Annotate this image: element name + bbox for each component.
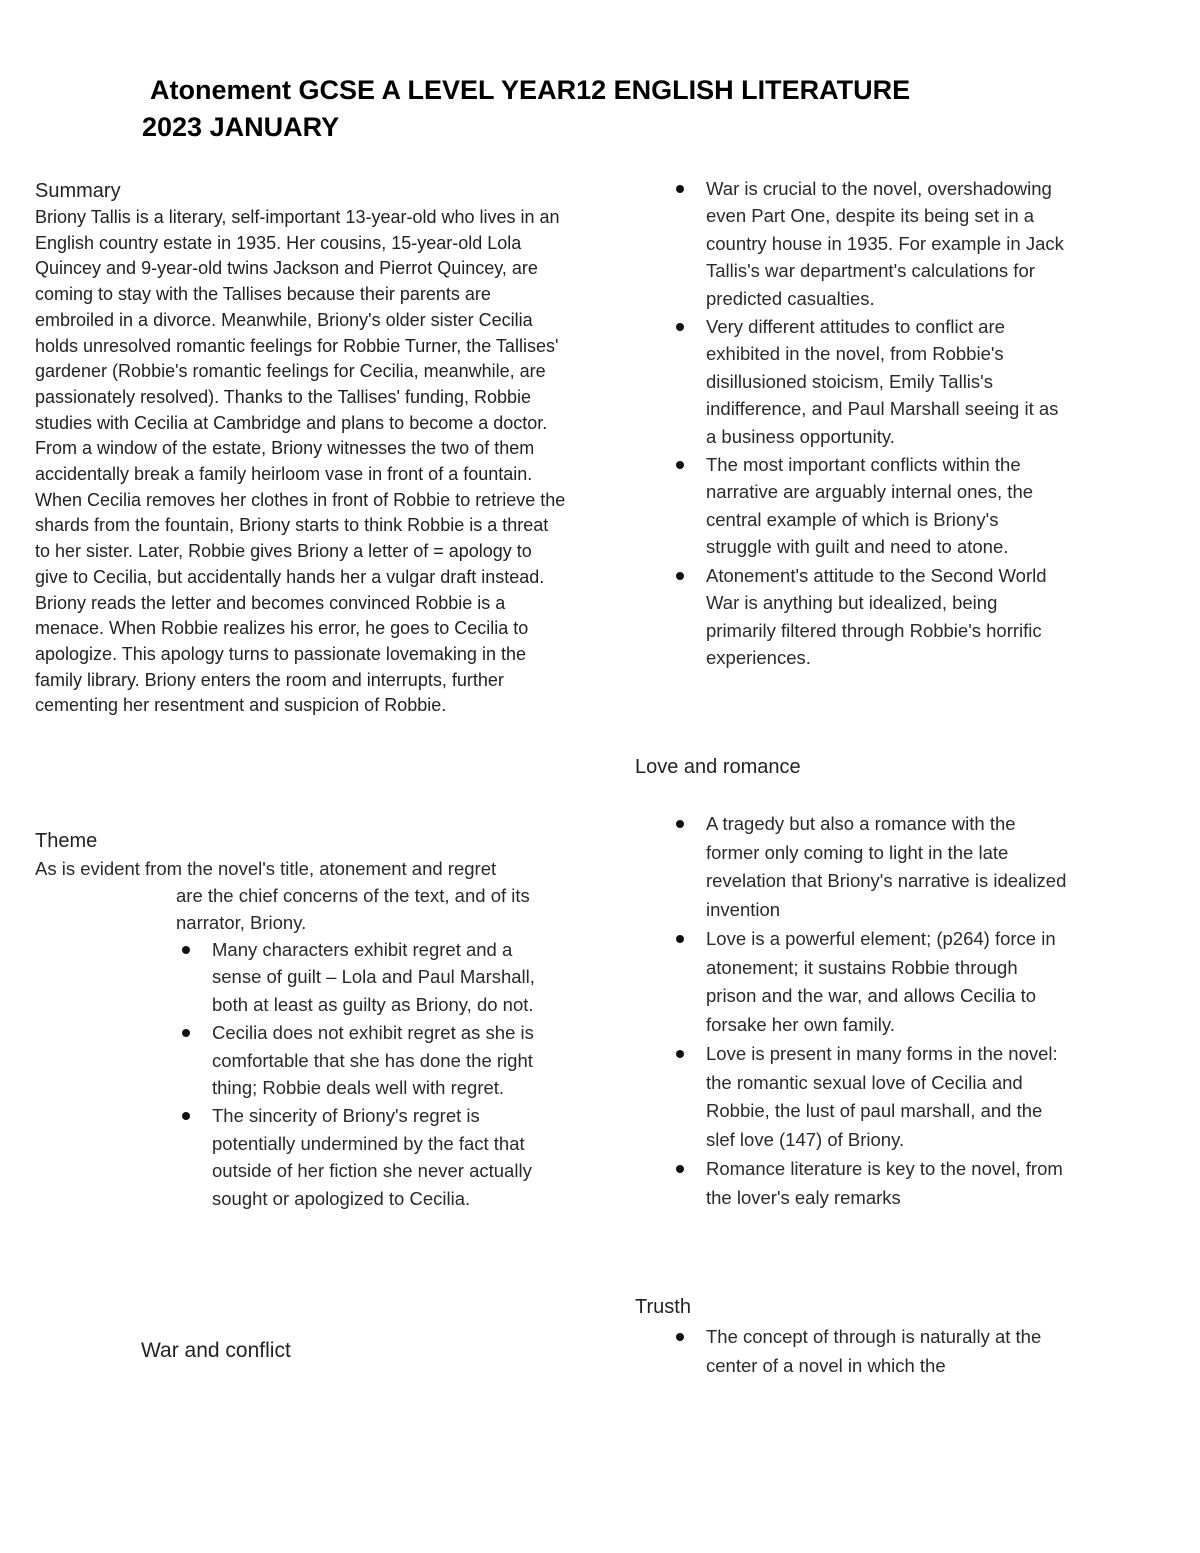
war-heading: War and conflict [141,1339,291,1362]
love-bullet-list [706,810,1068,1212]
list-item: The most important conflicts within the narrative are arguably internal ones, the central example of which is Briony's struggle with guilt and need to atone. [706,451,1068,561]
war-bullet-list [706,175,1068,671]
theme-intro-rest: are the chief concerns of the text, and of its narrator, Briony. [176,885,530,933]
list-item: Romance literature is key to the novel, from the lover's ealy remarks [706,1155,1068,1212]
theme-bullet-list [212,936,564,1212]
summary-text: Briony Tallis is a literary, self-important 13-year-old who lives in an English country estate in 1935. Her cousins, 15-year-old Lola Quincey and 9-year-old twins Jackson and Pierrot Quincey, are coming to stay with the Tallises because their parents are embroiled in a divorce. Meanwhile, Briony's older sister Cecilia holds unresolved romantic feelings for Robbie Turner, the Tallises' gardener (Robbie's romantic feelings for Cecilia, meanwhile, are passionately resolved). Thanks to the Tallises' funding, Robbie studies with Cecilia at Cambridge and plans to become a doctor. From a window of the estate, Briony witnesses the two of them accidentally break a family heirloom vase in front of a fountain. When Cecilia removes her clothes in front of Robbie to retrieve the shards from the fountain, Briony starts to think Robbie is a threat to her sister. Later, Robbie gives Briony a letter of = apology to give to Cecilia, but accidentally hands her a vulgar draft instead. Briony reads the letter and becomes convinced Robbie is a menace. When Robbie realizes his error, he goes to Cecilia to apologize. This apology turns to passionate lovemaking in the family library. Briony enters the room and interrupts, further cementing her resentment and suspicion of Robbie. [35,207,566,716]
list-item: A tragedy but also a romance with the former only coming to light in the late revelation that Briony's narrative is idealized invention [706,810,1068,924]
bullet-icon [676,572,684,580]
bullet-icon [676,1333,684,1341]
bullet-icon [182,1029,190,1037]
list-item: Cecilia does not exhibit regret as she is comfortable that she has done the right thing; Robbie deals well with regret. [212,1019,564,1101]
truth-heading: Trusth [635,1296,691,1318]
summary-heading: Summary [35,180,121,202]
bullet-icon [676,185,684,193]
truth-bullet-list [706,1323,1068,1380]
bullet-icon [676,1050,684,1058]
bullet-icon [182,946,190,954]
theme-intro-first: As is evident from the novel's title, atonement and regret [35,858,497,879]
list-item: Very different attitudes to conflict are exhibited in the novel, from Robbie's disillusioned stoicism, Emily Tallis's indifference, and Paul Marshall seeing it as a business opportunity. [706,313,1068,450]
bullet-icon [676,1165,684,1173]
list-item: The concept of through is naturally at the center of a novel in which the [706,1323,1068,1380]
document-title [142,72,1042,146]
list-item: Many characters exhibit regret and a sense of guilt – Lola and Paul Marshall, both at least as guilty as Briony, do not. [212,936,564,1018]
love-heading: Love and romance [635,756,801,778]
title-line-1: Atonement GCSE A LEVEL YEAR12 ENGLISH LITERATURE [150,75,911,105]
title-line-2: 2023 JANUARY [142,112,340,142]
theme-heading: Theme [35,830,98,852]
bullet-icon [182,1112,190,1120]
list-item: Love is present in many forms in the novel: the romantic sexual love of Cecilia and Robbie, the lust of paul marshall, and the slef love (147) of Briony. [706,1040,1068,1154]
list-item: Atonement's attitude to the Second World War is anything but idealized, being primarily filtered through Robbie's horrific experiences. [706,562,1068,672]
list-item: War is crucial to the novel, overshadowing even Part One, despite its being set in a country house in 1935. For example in Jack Tallis's war department's calculations for predicted casualties. [706,175,1068,312]
bullet-icon [676,935,684,943]
list-item: The sincerity of Briony's regret is potentially undermined by the fact that outside of her fiction she never actually sought or apologized to Cecilia. [212,1102,564,1212]
bullet-icon [676,323,684,331]
list-item: Love is a powerful element; (p264) force in atonement; it sustains Robbie through prison and the war, and allows Cecilia to forsake her own family. [706,925,1068,1039]
bullet-icon [676,820,684,828]
bullet-icon [676,461,684,469]
